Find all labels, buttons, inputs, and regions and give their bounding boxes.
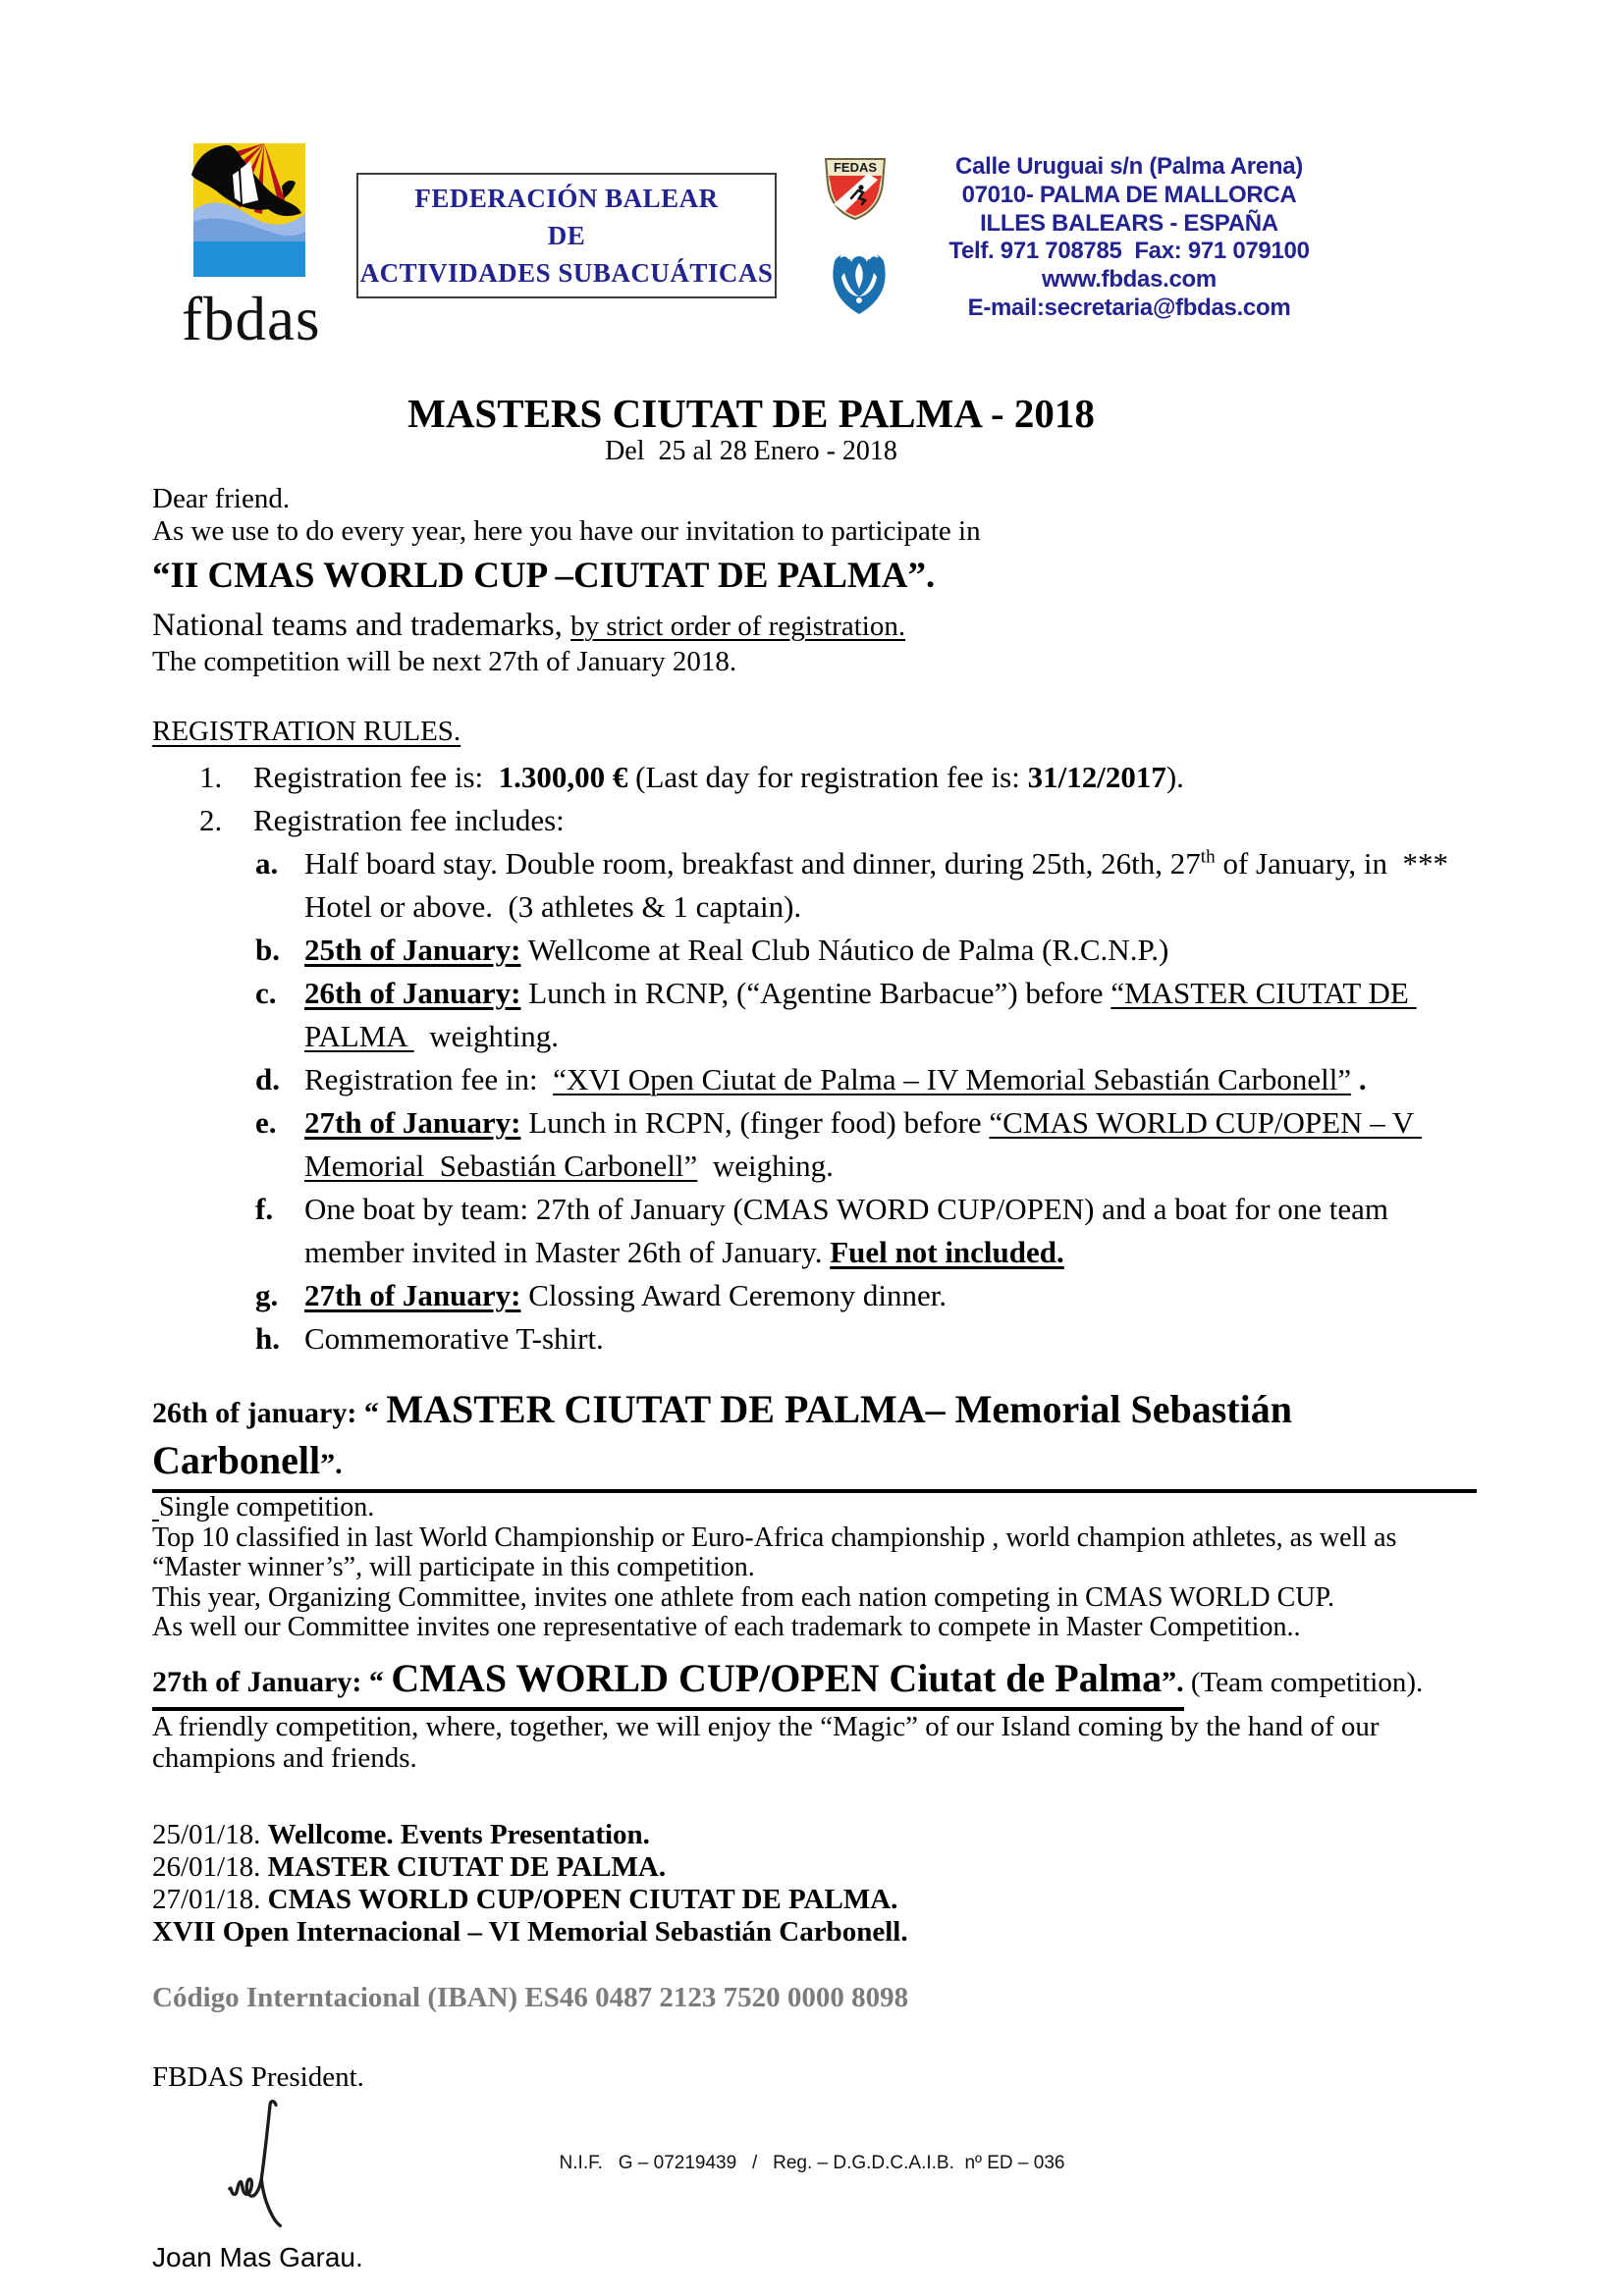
president-line: FBDAS President. xyxy=(152,2060,364,2093)
event-schedule xyxy=(152,1819,1477,1949)
contact-phone-fax: Telf. 971 708785 Fax: 971 079100 xyxy=(948,238,1310,265)
rule-text: Commemorative T-shirt. xyxy=(304,1321,604,1356)
page-title: MASTERS CIUTAT DE PALMA - 2018 xyxy=(407,391,1095,436)
schedule-line-3: 27/01/18. CMAS WORLD CUP/OPEN CIUTAT DE PALMA. xyxy=(152,1883,898,1915)
registration-rules-heading: REGISTRATION RULES. xyxy=(152,716,461,747)
rule-item-d xyxy=(152,1058,1477,1101)
federation-name-box xyxy=(356,173,777,298)
rule-marker: g. xyxy=(255,1278,279,1312)
fbdas-logo-icon xyxy=(191,143,307,279)
fbdas-logo xyxy=(182,143,329,353)
greeting-line: Dear friend. xyxy=(152,483,291,514)
schedule-line-4: XVII Open Internacional – VI Memorial Sebastián Carbonell. xyxy=(152,1915,908,1948)
contact-address-city: 07010- PALMA DE MALLORCA xyxy=(961,181,1297,208)
fbdas-logo-wordmark: fbdas xyxy=(182,285,321,353)
title-block xyxy=(152,391,1350,467)
rule-item-c xyxy=(152,972,1477,1058)
federation-line-3: ACTIVIDADES SUBACUÁTICAS xyxy=(359,258,774,288)
rule-marker: h. xyxy=(255,1321,280,1356)
fedas-shield-icon xyxy=(821,155,890,222)
iban-line: Código Interntacional (IBAN) ES46 0487 2123 7520 0000 8098 xyxy=(152,1981,909,2013)
schedule-line-1: 25/01/18. Wellcome. Events Presentation. xyxy=(152,1818,650,1850)
contact-website: www.fbdas.com xyxy=(1042,266,1217,294)
cmas-emblem xyxy=(827,245,892,323)
worldcup-paragraph: A friendly competition, where, together, we will enjoy the “Magic” of our Island coming by the hand of our champions and friends. xyxy=(152,1710,1386,1774)
rule-text: 26th of January: Lunch in RCNP, (“Agentine Barbacue”) before “MASTER CIUTAT DE PALMA weighting. xyxy=(304,976,1417,1053)
rule-item-f xyxy=(152,1188,1477,1274)
rule-text: Registration fee is: 1.300,00 € (Last day for registration fee is: 31/12/2017). xyxy=(253,760,1184,794)
rule-item-e xyxy=(152,1101,1477,1188)
master-paragraph-4: This year, Organizing Committee, invites one athlete from each nation competing in CMAS WORLD CUP. xyxy=(152,1581,1334,1613)
rule-text: 27th of January: Clossing Award Ceremony dinner. xyxy=(304,1278,947,1312)
rule-text: One boat by team: 27th of January (CMAS WORD CUP/OPEN) and a boat for one team member invited in Master 26th of January. Fuel not included. xyxy=(304,1192,1396,1269)
rule-text: Half board stay. Double room, breakfast and dinner, during 25th, 26th, 27th of January, in *** Hotel or above. (3 athletes & 1 captain). xyxy=(304,846,1456,924)
svg-text:FEDAS: FEDAS xyxy=(833,160,878,175)
invitation-line: As we use to do every year, here you have our invitation to participate in xyxy=(152,515,981,547)
rule-item-h xyxy=(152,1317,1477,1361)
rule-marker: c. xyxy=(255,976,277,1010)
rule-item-b xyxy=(152,929,1477,972)
national-teams-line: National teams and trademarks, by strict order of registration. xyxy=(152,608,906,643)
schedule-line-2: 26/01/18. MASTER CIUTAT DE PALMA. xyxy=(152,1850,667,1883)
cup-heading: “II CMAS WORLD CUP –CIUTAT DE PALMA”. xyxy=(152,556,936,596)
footer-registration-line: N.I.F. G – 07219439 / Reg. – D.G.D.C.A.I.B. nº ED – 036 xyxy=(559,2153,1065,2173)
rule-marker: a. xyxy=(255,846,279,881)
rule-marker: d. xyxy=(255,1062,280,1096)
rule-item-a xyxy=(152,842,1477,929)
rule-marker: e. xyxy=(255,1105,277,1140)
rule-marker: 2. xyxy=(199,803,223,837)
contact-block xyxy=(913,153,1345,323)
worldcup-heading-tail: (Team competition). xyxy=(1183,1666,1424,1698)
cmas-emblem-icon xyxy=(827,245,892,318)
contact-address-street: Calle Uruguai s/n (Palma Arena) xyxy=(955,153,1303,180)
rule-item-g xyxy=(152,1274,1477,1317)
worldcup-section-heading xyxy=(152,1655,1477,1711)
rule-text: Registration fee in: “XVI Open Ciutat de Palma – IV Memorial Sebastián Carbonell” . xyxy=(304,1062,1367,1096)
rule-item-1 xyxy=(152,756,1477,799)
master-paragraph-3: “Master winner’s”, will participate in this competition. xyxy=(152,1552,755,1582)
fedas-shield xyxy=(821,155,890,227)
rules-list xyxy=(152,756,1477,1361)
rule-text: 27th of January: Lunch in RCPN, (finger food) before “CMAS WORLD CUP/OPEN – V Memorial Sebastián Carbonell” weighing. xyxy=(304,1105,1423,1183)
letter-body xyxy=(152,391,1477,2273)
master-paragraph-2: Top 10 classified in last World Championship or Euro-Africa championship , world champion athletes, as well as xyxy=(152,1522,1397,1553)
rule-text: Registration fee includes: xyxy=(253,803,565,837)
competition-date-line: The competition will be next 27th of January 2018. xyxy=(152,646,737,677)
rule-text: 25th of January: Wellcome at Real Club Náutico de Palma (R.C.N.P.) xyxy=(304,933,1169,967)
worldcup-heading-text: 27th of January: “ CMAS WORLD CUP/OPEN Ciutat de Palma”. xyxy=(152,1655,1184,1711)
rule-marker: 1. xyxy=(199,760,223,794)
master-section-heading xyxy=(152,1386,1477,1493)
rule-marker: f. xyxy=(255,1192,274,1226)
federation-line-1: FEDERACIÓN BALEAR xyxy=(414,184,719,213)
federation-line-2: DE xyxy=(547,221,586,250)
page-subtitle: Del 25 al 28 Enero - 2018 xyxy=(605,436,897,466)
rule-marker: b. xyxy=(255,933,280,967)
master-heading-text: 26th of january: “ MASTER CIUTAT DE PALMA– Memorial Sebastián Carbonell”. xyxy=(152,1386,1477,1493)
master-paragraph-1: Single competition. xyxy=(159,1492,375,1522)
contact-address-region: ILLES BALEARS - ESPAÑA xyxy=(980,209,1278,237)
rule-item-2 xyxy=(152,799,1477,842)
master-paragraph-5: As well our Committee invites one representative of each trademark to compete in Master Competition.. xyxy=(152,1612,1301,1642)
signer-name: Joan Mas Garau. xyxy=(152,2241,363,2272)
contact-email: E-mail:secretaria@fbdas.com xyxy=(967,294,1291,321)
